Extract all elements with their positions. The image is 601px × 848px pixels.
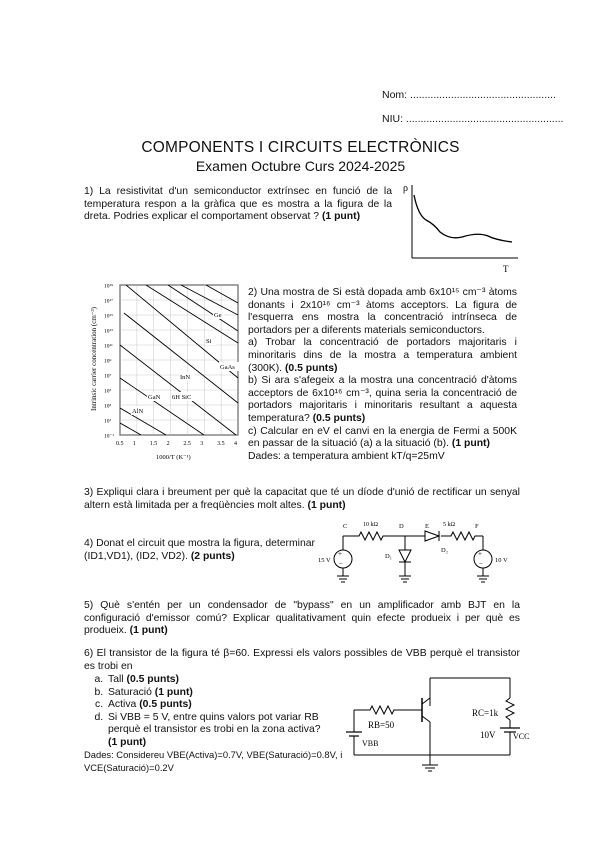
x-tick-label: 0.5 — [116, 441, 124, 447]
rc-label: RC=1k — [472, 708, 499, 718]
resistivity-graph — [400, 180, 522, 275]
v1-label: 15 V — [318, 557, 331, 564]
r2-label: 5 kΩ — [443, 522, 455, 528]
y-tick-label: 10⁷ — [104, 373, 112, 380]
x-tick-label: 2.5 — [183, 441, 191, 447]
resistivity-curve — [414, 195, 512, 242]
q1-points: (1 punt) — [321, 211, 361, 223]
q2-intro: 2) Una mostra de Si està dopada amb 6x10¹⁵ cm⁻³ àtoms donants i 2x10¹⁶ cm⁻³ àtoms acceptors. La figura de l'esquerra ens mostra la concentració intrínseca de portadors per a diferents materials semiconductors. — [248, 287, 517, 336]
svg-text:−: − — [339, 560, 343, 568]
y-tick-label: 10⁹ — [104, 358, 112, 365]
bjt-circuit — [340, 670, 530, 780]
source-10v — [474, 550, 492, 568]
node-e: E — [425, 523, 429, 530]
q3-text: 3) Expliqui clara i breument per què la capacitat que té un díode d'unió de rectificar un senyal altern està limitada per a freqüències molt altes. — [84, 487, 520, 511]
material-curve — [124, 313, 238, 403]
graph-xlabel: T — [503, 264, 509, 274]
x-tick-label: 2 — [166, 441, 170, 447]
question-3 — [84, 487, 520, 512]
q6-option: c. Activa (0.5 punts) — [106, 699, 332, 712]
x-tick-label: 4 — [234, 441, 237, 447]
material-label: InN — [180, 374, 191, 381]
node-d: D — [399, 523, 404, 530]
material-curve — [168, 285, 238, 331]
chart-xlabel: 1000/T (K⁻¹) — [156, 454, 191, 461]
chart-x-ticks — [116, 441, 237, 447]
question-5 — [84, 600, 520, 638]
x-tick-label: 1.5 — [149, 441, 158, 447]
q2-part-b: b) Si ara s'afegeix a la mostra una concentració d'àtoms acceptors de 6x10¹⁶ cm⁻³, quina seria la concentració de portadors majoritaris i minoritaris resultant a aquesta temperatura? (0.5 punts) — [248, 375, 517, 424]
vbb-label: VBB — [362, 739, 379, 748]
material-label: GaAs — [220, 364, 235, 371]
material-curve — [120, 423, 141, 435]
question-2 — [248, 287, 517, 463]
node-f: F — [475, 523, 479, 530]
svg-text:+: + — [338, 550, 342, 558]
rb-label: RB=50 — [368, 720, 395, 730]
y-tick-label: 10⁻¹ — [104, 433, 115, 440]
q5-text: 5) Què s'entén per un condensador de "bypass" en un amplificador amb BJT en la configuració d'emissor comú? Explicar qualitativament quin efecte produeix i per què es produeix. — [84, 600, 520, 637]
q1-text: 1) La resistivitat d'un semiconductor extrínsec en funció de la temperatura respon a la gràfica que es mostra a la figura de la dreta. Podries explicar el comportament observat ? — [84, 186, 392, 223]
exam-title: COMPONENTS I CIRCUITS ELECTRÒNICS — [141, 139, 460, 156]
d1-symbol — [399, 550, 411, 562]
v10-label: 10V — [480, 730, 496, 740]
y-tick-label: 10¹ — [104, 418, 112, 425]
chart-material-labels — [131, 310, 239, 415]
q2-part-a: a) Trobar la concentració de portadors majoritaris i minoritaris dins de la mostra a temperatura ambient (300K). (0.5 punts) — [248, 337, 517, 374]
svg-text:+: + — [478, 550, 482, 558]
nom-field: Nom: .................................................. — [382, 89, 556, 101]
x-tick-label: 3 — [200, 441, 204, 447]
intrinsic-carrier-chart — [86, 283, 246, 468]
y-tick-label: 10³ — [104, 403, 112, 410]
q6-dades: Dades: Considereu VBE(Activa)=0.7V, VBE(Saturació)=0.8V, i VCE(Saturació)=0.2V — [84, 749, 343, 773]
q2-dades: Dades: a temperatura ambient kT/q=25mV — [248, 450, 445, 462]
r1-label: 10 kΩ — [363, 522, 378, 528]
q4-points: (2 punts) — [190, 550, 235, 562]
q6-options — [84, 674, 332, 750]
material-label: Si — [206, 338, 212, 345]
q6-option: d. Si VBB = 5 V, entre quins valors pot variar RB perquè el transistor es trobi en la zona activa? (1 punt) — [106, 712, 332, 750]
y-tick-label: 10¹⁷ — [104, 298, 114, 305]
y-tick-label: 10¹⁵ — [104, 313, 114, 320]
question-1 — [84, 186, 392, 224]
niu-field: NIU: ...................................................... — [382, 113, 564, 125]
v2-label: 10 V — [495, 557, 508, 564]
svg-text:−: − — [479, 560, 483, 568]
d2-label: D₂ — [441, 547, 448, 554]
chart-y-ticks — [104, 284, 114, 440]
q5-points: (1 punt) — [129, 625, 168, 637]
y-tick-label: 10¹⁹ — [104, 283, 114, 290]
material-label: Ge — [214, 312, 222, 319]
vcc-label: VCC — [513, 732, 530, 741]
y-tick-label: 10¹³ — [104, 328, 113, 335]
node-c: C — [343, 523, 348, 530]
material-label: GaN — [148, 394, 161, 401]
question-6: 6) El transistor de la figura té β=60. Expressi els valors possibles de VBB perquè el transistor es trobi en — [84, 648, 520, 672]
d2-symbol — [425, 531, 439, 541]
x-tick-label: 3.5 — [217, 441, 225, 447]
y-tick-label: 10¹¹ — [104, 343, 113, 350]
material-label: 6H SiC — [172, 394, 192, 401]
question-4 — [84, 538, 324, 563]
q2-part-c: c) Calcular en eV el canvi en la energia de Fermi a 500K en passar de la situació (a) a la situació (b). (1 punt) — [248, 425, 517, 450]
source-15v — [334, 550, 352, 568]
q6-option: b. Saturació (1 punt) — [106, 687, 332, 700]
q4-text: 4) Donat el circuit que mostra la figura, determinar (ID1,VD1), (ID2, VD2). — [84, 538, 316, 562]
q6-option-list — [84, 674, 332, 750]
q3-points: (1 punt) — [307, 499, 346, 511]
diode-circuit — [315, 518, 515, 586]
exam-subtitle: Examen Octubre Curs 2024-2025 — [195, 158, 406, 174]
d1-label: D₁ — [385, 553, 392, 560]
material-label: AlN — [132, 408, 144, 415]
q6-option: a. Tall (0.5 punts) — [106, 674, 332, 687]
chart-ylabel: Intrinsic carrier concentration (cm⁻³) — [90, 307, 98, 411]
x-tick-label: 1 — [132, 441, 136, 447]
graph-ylabel: ρ — [403, 183, 408, 194]
y-tick-label: 10⁵ — [104, 388, 112, 395]
